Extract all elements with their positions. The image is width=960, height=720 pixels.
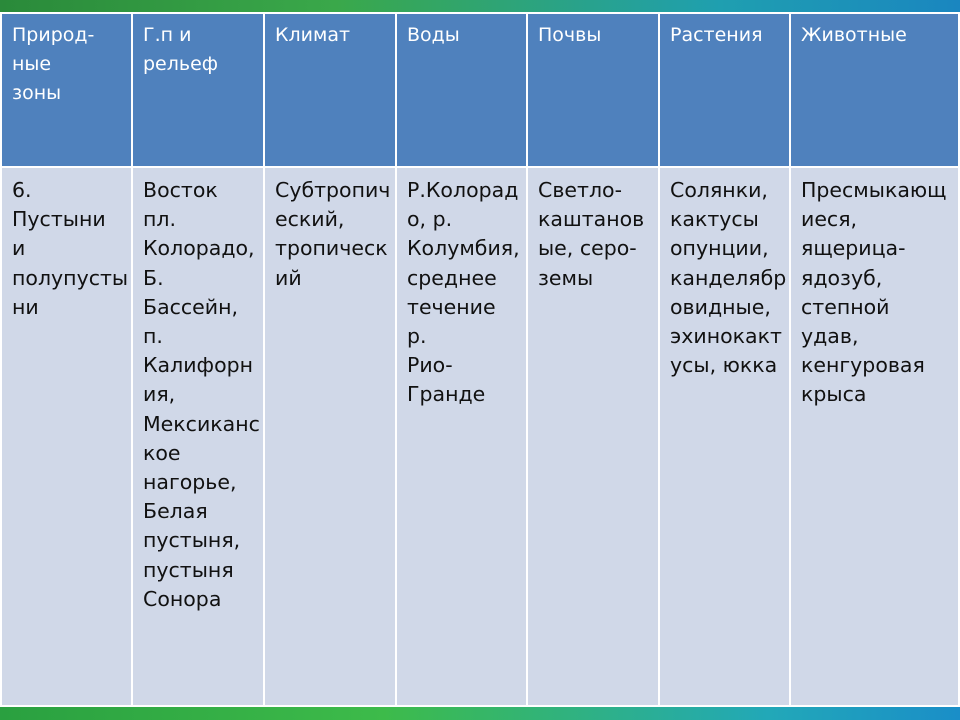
header-natural-zones: Природ- ные зоны [1, 13, 132, 167]
cell-relief: Восток пл. Колорадо, Б. Бассейн, п. Калифорн ия, Мексиканс кое нагорье, Белая пустыня, пустыня Сонора [132, 167, 264, 706]
bottom-decorative-bar [0, 707, 960, 720]
top-decorative-bar [0, 0, 960, 12]
table-row [1, 167, 959, 706]
header-soils: Почвы [527, 13, 659, 167]
table-header-row [1, 13, 959, 167]
header-location-relief: Г.п и рельеф [132, 13, 264, 167]
cell-climate: Субтропич eский, тропическ ий [264, 167, 396, 706]
cell-soils: Светло- каштанов ые, серо- земы [527, 167, 659, 706]
natural-zones-table [0, 12, 960, 707]
cell-waters: Р.Колорад о, р. Колумбия, среднее течение р. Рио- Гранде [396, 167, 527, 706]
header-animals: Животные [790, 13, 959, 167]
header-plants: Растения [659, 13, 790, 167]
cell-zone: 6. Пустыни и полупусты ни [1, 167, 132, 706]
cell-animals: Пресмыкающ иеся, ящерица- ядозуб, степной удав, кенгуровая крыса [790, 167, 959, 706]
header-climate: Климат [264, 13, 396, 167]
header-waters: Воды [396, 13, 527, 167]
cell-plants: Солянки, кактусы опунции, канделябр овидные, эхинокакт усы, юкка [659, 167, 790, 706]
